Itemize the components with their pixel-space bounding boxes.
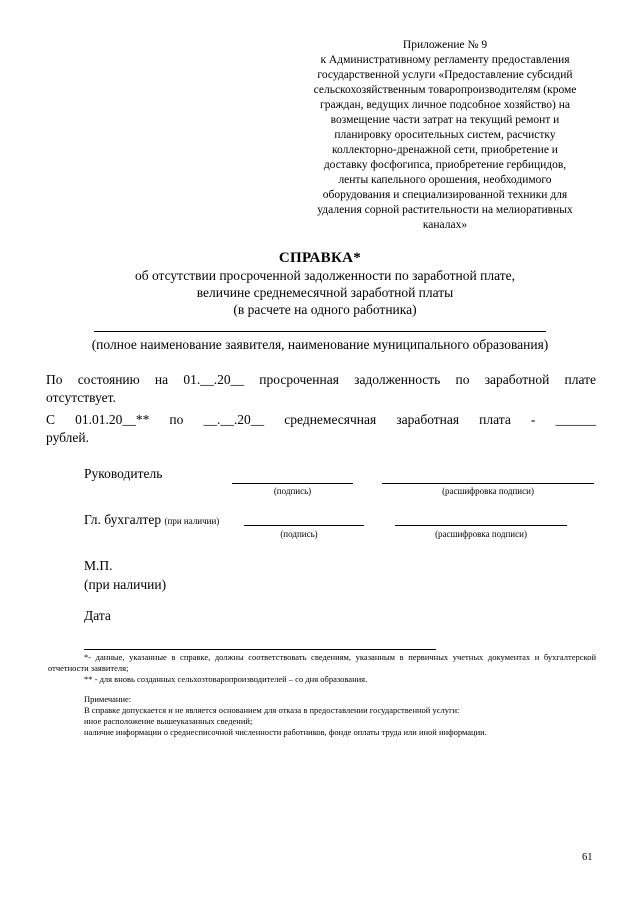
annex-line: государственной услуги «Предоставление субсидий xyxy=(317,69,573,81)
annex-line: оборудования и специализированной техники для xyxy=(322,189,568,201)
accountant-signature-caption: (подпись) xyxy=(280,529,318,539)
applicant-name-field[interactable] xyxy=(94,331,546,332)
head-signature-field[interactable] xyxy=(232,483,353,484)
footnote-1: *- данные, указанные в справке, должны соответствовать сведениям, указанным в первичных учетных документах и бухгалтерской отчетности заявителя; xyxy=(48,652,596,673)
annex-line: к Административному регламенту предоставления xyxy=(320,54,570,66)
head-signature-caption: (подпись) xyxy=(273,486,312,496)
subtitle-line: об отсутствии просроченной задолженности по заработной плате, xyxy=(134,268,515,283)
subtitle-line: величине среднемесячной заработной платы xyxy=(196,285,454,300)
footnote-divider xyxy=(84,649,436,650)
annex-line: ленты капельного орошения, необходимого xyxy=(338,174,552,186)
page-number: 61 xyxy=(582,852,593,863)
stamp-placeholder xyxy=(84,556,166,594)
annex-line: удаления сорной растительности на мелиоративных xyxy=(317,204,573,216)
accountant-transcript-caption: (расшифровка подписи) xyxy=(435,529,527,539)
salary-statement-line2: рублей. xyxy=(46,430,90,445)
footnote-2: ** - для вновь созданных сельхозтоваропроизводителей – со дня образования. xyxy=(84,674,368,684)
annex-line: возмещение части затрат на текущий ремонт и xyxy=(330,114,560,126)
accountant-label: Гл. бухгалтер xyxy=(84,512,162,527)
annex-line: доставку фосфогипса, приобретение гербицидов, xyxy=(323,159,567,171)
document-title: СПРАВКА* xyxy=(278,250,362,266)
arrears-statement-line2: отсутствует. xyxy=(46,390,116,405)
subtitle-line: (в расчете на одного работника) xyxy=(233,302,417,317)
stamp-label: М.П. xyxy=(84,558,113,573)
notes-item: наличие информации о среднесписочной численности работников, фонде оплаты труда или иной информации. xyxy=(84,727,487,737)
head-transcript-field[interactable] xyxy=(382,483,594,484)
annex-line: сельскохозяйственным товаропроизводителям (кроме xyxy=(313,84,577,96)
annex-line: граждан, ведущих личное подсобное хозяйство) на xyxy=(319,99,571,111)
annex-header xyxy=(290,38,600,233)
annex-line: каналах» xyxy=(422,219,468,231)
notes-intro: В справке допускается и не является основанием для отказа в предоставлении государственной услуги: xyxy=(84,705,460,715)
date-label: Дата xyxy=(84,608,111,623)
accountant-label-group xyxy=(84,512,219,528)
salary-statement-line1: С 01.01.20__** по __.__.20__ среднемесячная заработная плата - ______ xyxy=(46,412,596,427)
annex-line: Приложение № 9 xyxy=(402,39,488,51)
notes-item: иное расположение вышеуказанных сведений; xyxy=(84,716,253,726)
document-subtitle xyxy=(60,267,590,318)
arrears-statement-line1: По состоянию на 01.__.20__ просроченная задолженность по заработной плате xyxy=(46,372,596,387)
notes-heading: Примечание: xyxy=(84,694,132,704)
annex-line: планировку оросительных систем, расчистку xyxy=(334,129,556,141)
accountant-signature-field[interactable] xyxy=(244,525,364,526)
accountant-transcript-field[interactable] xyxy=(395,525,567,526)
stamp-note: (при наличии) xyxy=(84,577,167,592)
head-transcript-caption: (расшифровка подписи) xyxy=(442,486,534,496)
annex-line: коллекторно-дренажной сети, приобретение и xyxy=(332,144,558,156)
accountant-note: (при наличии) xyxy=(164,516,220,526)
notes-section xyxy=(48,694,596,738)
head-label: Руководитель xyxy=(84,466,163,481)
applicant-name-caption: (полное наименование заявителя, наименование муниципального образования) xyxy=(91,337,549,352)
